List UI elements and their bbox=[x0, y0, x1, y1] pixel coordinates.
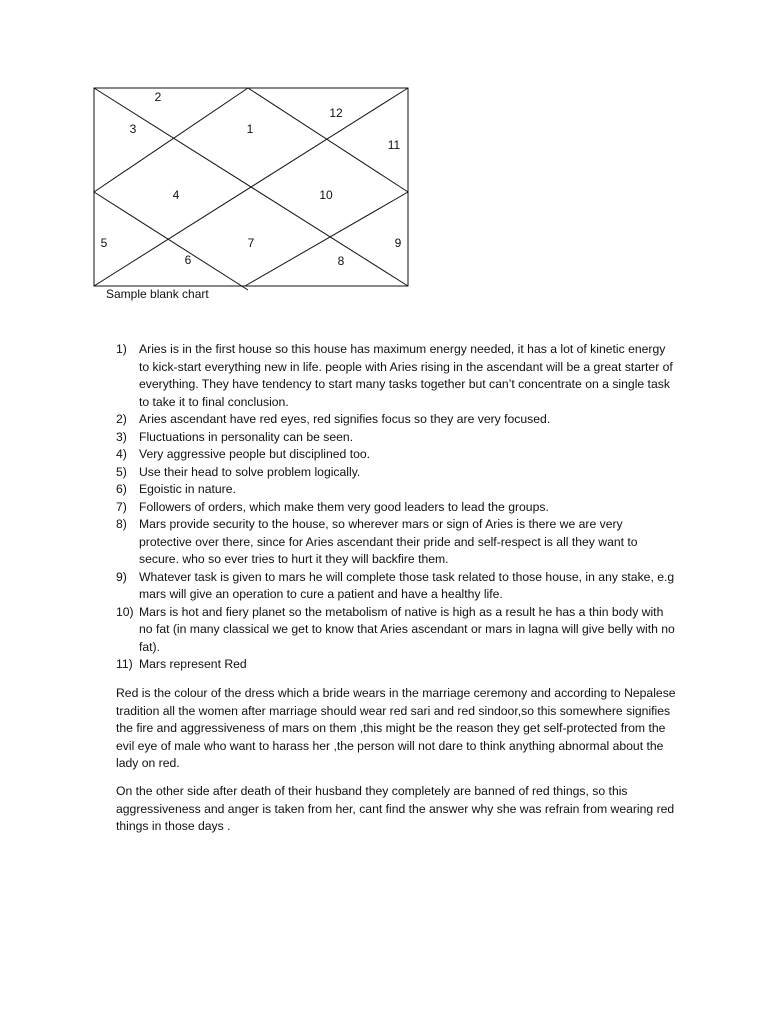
list-number: 2) bbox=[116, 412, 127, 426]
list-text: Aries is in the first house so this house has maximum energy needed, it has a lot of kinetic energy to kick-start everything new in life. people with Aries rising in the ascendant will be a great starter of everything. They have tendency to start many tasks together but can’t concentrate on a single task to take it to final conclusion. bbox=[139, 342, 673, 409]
list-item bbox=[116, 464, 676, 482]
list-item bbox=[116, 481, 676, 499]
trait-list bbox=[116, 341, 676, 674]
list-item bbox=[116, 604, 676, 657]
list-item bbox=[116, 429, 676, 447]
house-10-label: 10 bbox=[319, 188, 333, 202]
list-item bbox=[116, 499, 676, 517]
list-text: Whatever task is given to mars he will complete those task related to those house, in any stake, e.g mars will give an operation to cure a patient and have a healthy life. bbox=[139, 569, 675, 601]
chart-diamond-top-left bbox=[94, 88, 248, 192]
house-6-label: 6 bbox=[184, 253, 192, 267]
list-number: 3) bbox=[116, 429, 127, 444]
list-item bbox=[116, 446, 676, 464]
chart-diamond-left-bottom bbox=[94, 192, 248, 290]
house-2-label: 2 bbox=[154, 90, 162, 104]
list-number: 1) bbox=[116, 342, 127, 356]
list-text: Aries ascendant have red eyes, red signifies focus so they are very focused. bbox=[139, 412, 551, 426]
house-9-label: 9 bbox=[394, 236, 402, 250]
paragraph-widow: On the other side after death of their husband they completely are banned of red things, so this aggressiveness and anger is taken from her, cant find the answer why she was refrain from wearing red things in those days . bbox=[116, 784, 675, 833]
list-number: 7) bbox=[116, 499, 127, 514]
chart-diamond-bottom-right bbox=[245, 192, 408, 286]
list-number: 10) bbox=[116, 604, 134, 619]
house-8-label: 8 bbox=[337, 254, 345, 268]
house-5-label: 5 bbox=[100, 236, 108, 250]
house-11-label: 11 bbox=[387, 138, 401, 152]
list-item bbox=[116, 656, 676, 674]
list-item bbox=[116, 516, 676, 569]
list-text: Use their head to solve problem logically. bbox=[139, 464, 361, 479]
house-1-label: 1 bbox=[246, 122, 254, 136]
list-number: 9) bbox=[116, 569, 127, 584]
list-text: Mars provide security to the house, so wherever mars or sign of Aries is there we are very protective over there, since for Aries ascendant their pride and self-respect is all they want to secure. who so ever tries to hurt it they will backfire them. bbox=[139, 517, 638, 566]
chart-caption: Sample blank chart bbox=[106, 287, 209, 301]
paragraph-red-bride: Red is the colour of the dress which a bride wears in the marriage ceremony and according to Nepalese tradition all the women after marriage should wear red sari and red sindoor,so this somewhere signifies the fire and aggressiveness of mars on them ,this might be the reason they get self-protected from the evil eye of male who want to harass her ,the person will not dare to think anything abnormal about the lady on red. bbox=[116, 686, 676, 770]
list-item bbox=[116, 341, 676, 411]
list-text: Mars is hot and fiery planet so the metabolism of native is high as a result he has a thin body with no fat (in many classical we get to know that Aries ascendant or mars in lagna will give belly with no fat). bbox=[139, 604, 675, 654]
list-number: 5) bbox=[116, 464, 127, 479]
house-12-label: 12 bbox=[329, 106, 343, 120]
birth-chart bbox=[0, 0, 768, 300]
list-item bbox=[116, 569, 676, 604]
house-3-label: 3 bbox=[129, 122, 137, 136]
list-number: 8) bbox=[116, 517, 127, 531]
list-item bbox=[116, 411, 676, 429]
list-number: 6) bbox=[116, 482, 127, 496]
list-text: Very aggressive people but disciplined too. bbox=[139, 447, 371, 461]
list-number: 4) bbox=[116, 447, 127, 461]
list-text: Followers of orders, which make them very good leaders to lead the groups. bbox=[139, 499, 549, 514]
house-4-label: 4 bbox=[172, 188, 180, 202]
list-text: Egoistic in nature. bbox=[139, 482, 236, 496]
list-number: 11) bbox=[116, 657, 133, 671]
list-text: Mars represent Red bbox=[139, 657, 247, 671]
house-7-label: 7 bbox=[247, 236, 255, 250]
list-text: Fluctuations in personality can be seen. bbox=[139, 429, 354, 444]
